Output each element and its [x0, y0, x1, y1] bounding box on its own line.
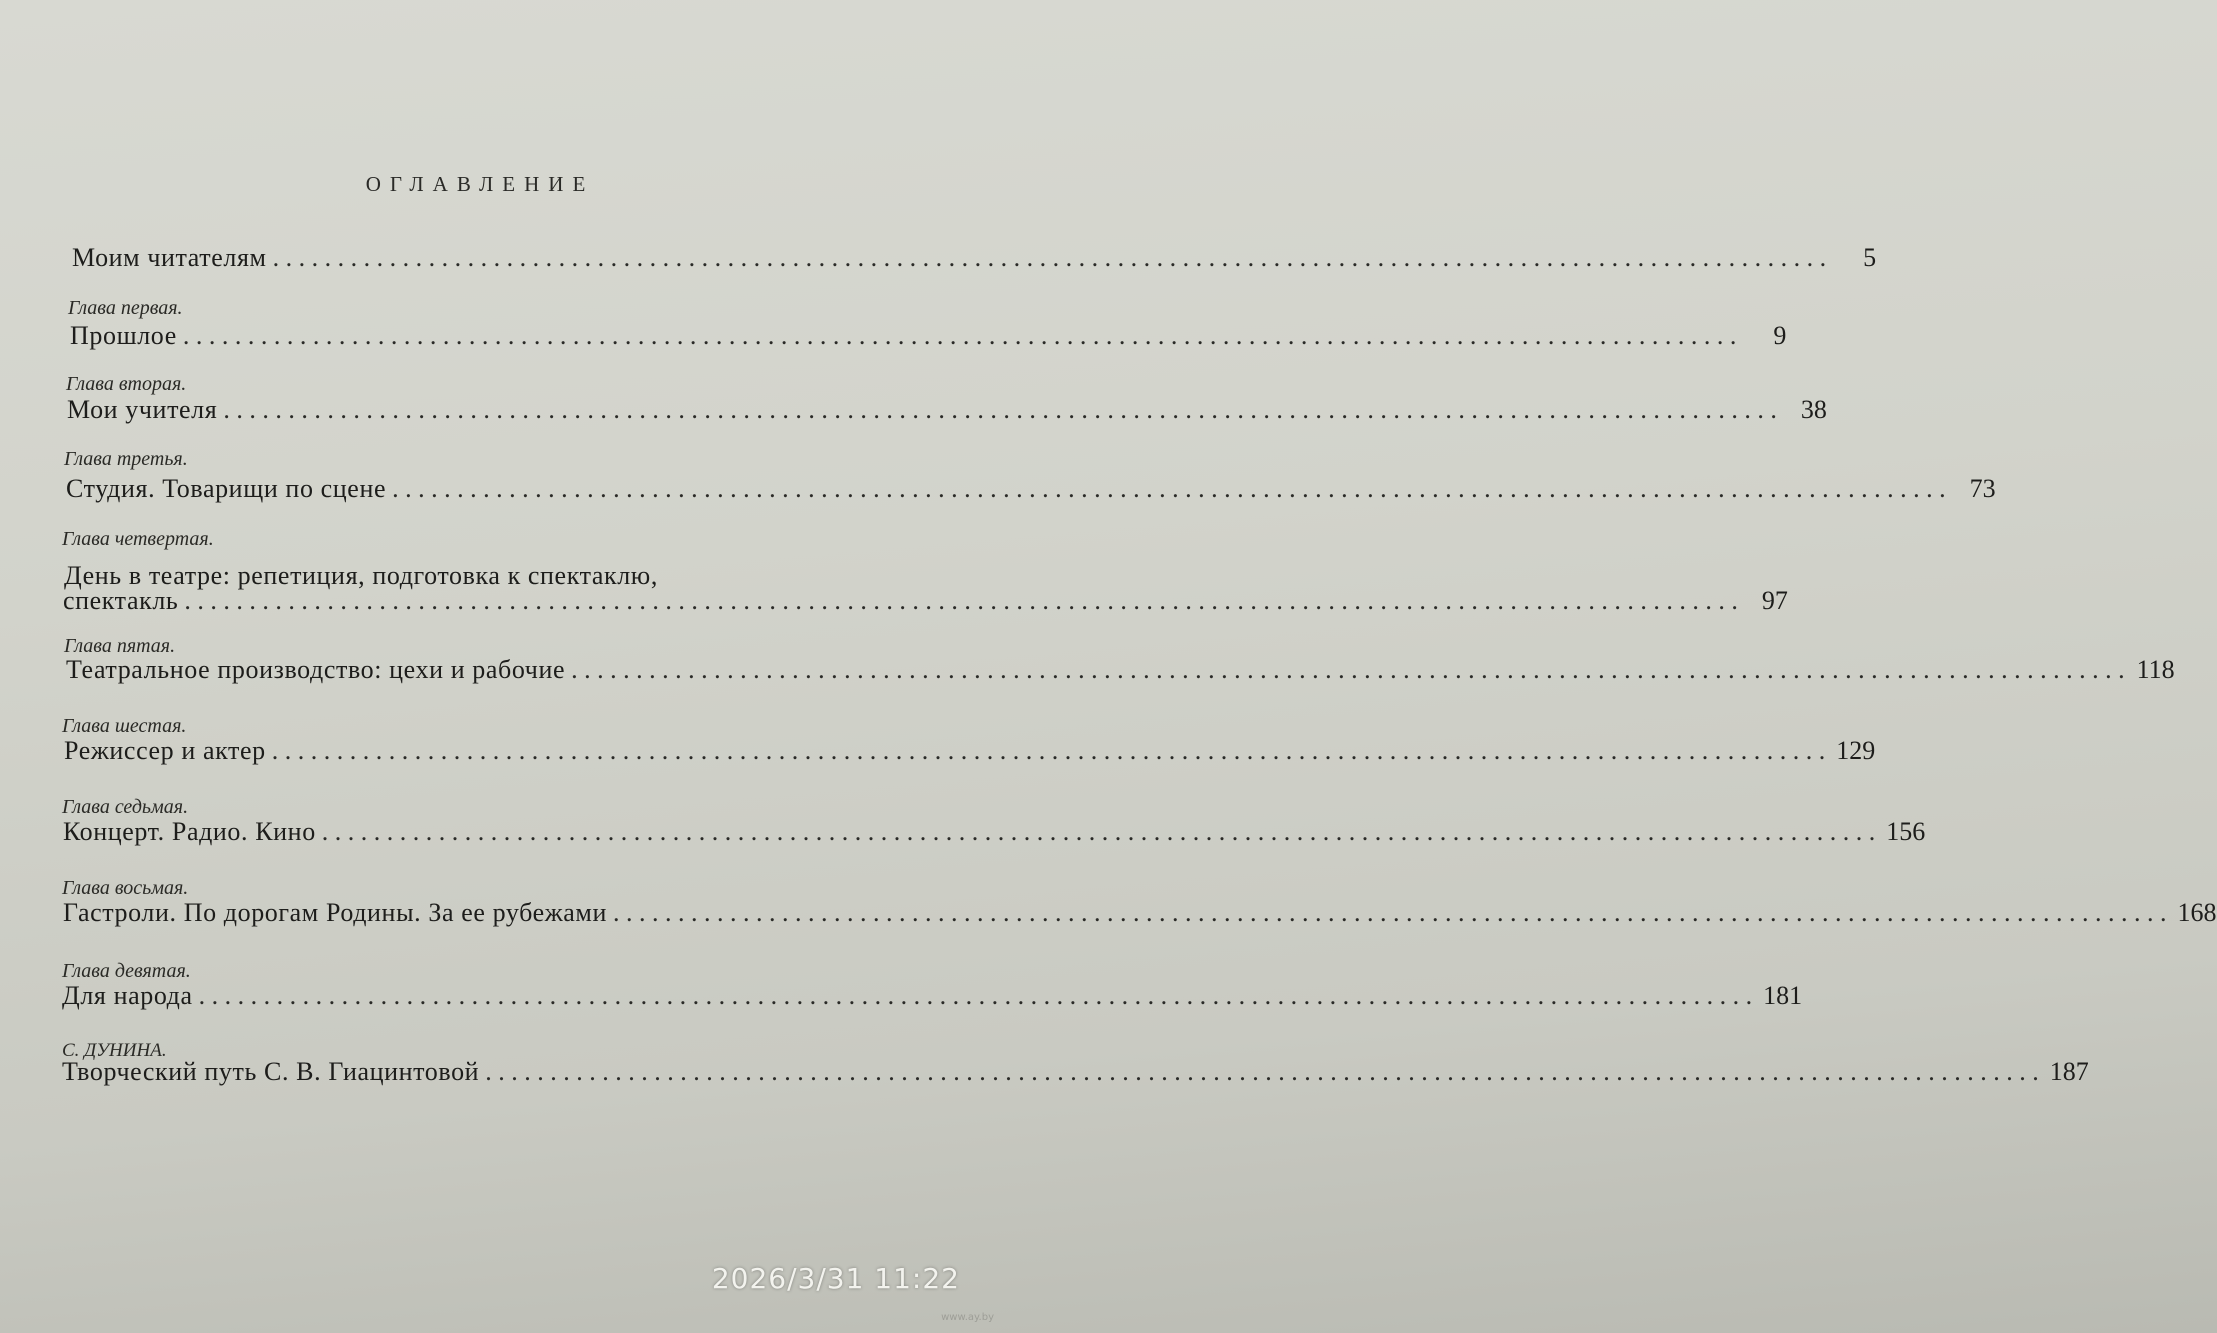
chapter-label: Глава первая.: [68, 297, 183, 319]
chapter-label: Глава третья.: [64, 448, 188, 470]
chapter-label: Глава девятая.: [62, 960, 191, 982]
entry-title: Прошлое: [70, 321, 177, 350]
entry-title: Студия. Товарищи по сцене: [66, 474, 387, 503]
entry-title: Моим читателям: [72, 243, 267, 272]
author-label: С. ДУНИНА.: [62, 1040, 167, 1061]
entry-page-number: 38: [1800, 395, 1827, 424]
entry-page-number: 129: [1836, 736, 1876, 765]
entry-title: Театральное производство: цехи и рабочие: [66, 655, 566, 684]
entry-page-number: 156: [1886, 817, 1926, 846]
dot-leader: . . . . . . . . . . . . . . . . . . . . . . . . . . . . . . . . . . . . . . . . . . . . . . . . . . . . . . . . . . . . . . . . . . . . . . . . . . . . . . . . . . . . . . . . . . . . . . . . . . . . . . . . . . . . . . . . . . . . . . . .: [182, 321, 1737, 350]
site-watermark: www.ay.by: [941, 1312, 994, 1323]
entry-title: Для народа: [62, 981, 193, 1010]
dot-leader: . . . . . . . . . . . . . . . . . . . . . . . . . . . . . . . . . . . . . . . . . . . . . . . . . . . . . . . . . . . . . . . . . . . . . . . . . . . . . . . . . . . . . . . . . . . . . . . . . . . . . . . . . . . . . . . . . . . . . . . .: [392, 474, 1946, 503]
dot-leader: . . . . . . . . . . . . . . . . . . . . . . . . . . . . . . . . . . . . . . . . . . . . . . . . . . . . . . . . . . . . . . . . . . . . . . . . . . . . . . . . . . . . . . . . . . . . . . . . . . . . . . . . . . . . . . . . . . . . . . . .: [271, 736, 1826, 765]
entry-title: Мои учителя: [67, 395, 218, 424]
toc-entry: [63, 586, 1788, 620]
entry-page-number: 187: [2049, 1057, 2089, 1086]
chapter-label: Глава шестая.: [62, 715, 187, 737]
toc-entry: [72, 243, 1877, 277]
page-heading: ОГЛАВЛЕНИЕ: [365, 172, 595, 196]
toc-entry: [64, 736, 1876, 770]
dot-leader: . . . . . . . . . . . . . . . . . . . . . . . . . . . . . . . . . . . . . . . . . . . . . . . . . . . . . . . . . . . . . . . . . . . . . . . . . . . . . . . . . . . . . . . . . . . . . . . . . . . . . . . . . . . . . . . . . . . . . . . .: [485, 1057, 2039, 1086]
toc-entry: [66, 474, 1996, 508]
chapter-label: Глава восьмая.: [62, 877, 189, 899]
dot-leader: . . . . . . . . . . . . . . . . . . . . . . . . . . . . . . . . . . . . . . . . . . . . . . . . . . . . . . . . . . . . . . . . . . . . . . . . . . . . . . . . . . . . . . . . . . . . . . . . . . . . . . . . . . . . . . . . . . . . . . . .: [571, 655, 2125, 684]
toc-entry: [63, 898, 2217, 932]
entry-page-number: 9: [1773, 321, 1787, 350]
camera-timestamp: 2026/3/31 11:22: [711, 1262, 960, 1295]
entry-title: спектакль: [63, 586, 179, 615]
entry-page-number: 168: [2177, 898, 2217, 927]
entry-page-number: 97: [1761, 586, 1788, 615]
entry-page-number: 118: [2136, 655, 2175, 684]
dot-leader: . . . . . . . . . . . . . . . . . . . . . . . . . . . . . . . . . . . . . . . . . . . . . . . . . . . . . . . . . . . . . . . . . . . . . . . . . . . . . . . . . . . . . . . . . . . . . . . . . . . . . . . . . . . . . . . . . . . . . . . .: [272, 243, 1827, 272]
chapter-label: Глава седьмая.: [62, 796, 189, 818]
chapter-label: Глава четвертая.: [62, 528, 214, 550]
dot-leader: . . . . . . . . . . . . . . . . . . . . . . . . . . . . . . . . . . . . . . . . . . . . . . . . . . . . . . . . . . . . . . . . . . . . . . . . . . . . . . . . . . . . . . . . . . . . . . . . . . . . . . . . . . . . . . . . . . . . . . . .: [321, 817, 1876, 846]
toc-entry: [62, 981, 1803, 1015]
dot-leader: . . . . . . . . . . . . . . . . . . . . . . . . . . . . . . . . . . . . . . . . . . . . . . . . . . . . . . . . . . . . . . . . . . . . . . . . . . . . . . . . . . . . . . . . . . . . . . . . . . . . . . . . . . . . . . . . . . . . . . . .: [613, 898, 2167, 927]
entry-page-number: 181: [1763, 981, 1803, 1010]
toc-entry: [63, 817, 1926, 851]
toc-entry: [66, 655, 2175, 689]
entry-title: Режиссер и актер: [64, 736, 266, 765]
dot-leader: . . . . . . . . . . . . . . . . . . . . . . . . . . . . . . . . . . . . . . . . . . . . . . . . . . . . . . . . . . . . . . . . . . . . . . . . . . . . . . . . . . . . . . . . . . . . . . . . . . . . . . . . . . . . . . . . . . . . . . . .: [223, 395, 1777, 424]
entry-page-number: 73: [1969, 474, 1996, 503]
dot-leader: . . . . . . . . . . . . . . . . . . . . . . . . . . . . . . . . . . . . . . . . . . . . . . . . . . . . . . . . . . . . . . . . . . . . . . . . . . . . . . . . . . . . . . . . . . . . . . . . . . . . . . . . . . . . . . . . . . . . . . . .: [198, 981, 1753, 1010]
entry-title: Концерт. Радио. Кино: [63, 817, 316, 846]
entry-title-line-1: День в театре: репетиция, подготовка к спектаклю,: [64, 561, 658, 590]
dot-leader: . . . . . . . . . . . . . . . . . . . . . . . . . . . . . . . . . . . . . . . . . . . . . . . . . . . . . . . . . . . . . . . . . . . . . . . . . . . . . . . . . . . . . . . . . . . . . . . . . . . . . . . . . . . . . . . . . . . . . . . .: [184, 586, 1738, 615]
toc-entry: [70, 321, 1787, 355]
entry-title: Творческий путь С. В. Гиацинтовой: [62, 1057, 480, 1086]
chapter-label: Глава вторая.: [66, 373, 187, 395]
chapter-label: Глава пятая.: [64, 635, 176, 657]
entry-title: Гастроли. По дорогам Родины. За ее рубежами: [63, 898, 607, 927]
toc-entry: [67, 395, 1827, 429]
toc-entry: [62, 1057, 2089, 1091]
entry-page-number: 5: [1863, 243, 1877, 272]
